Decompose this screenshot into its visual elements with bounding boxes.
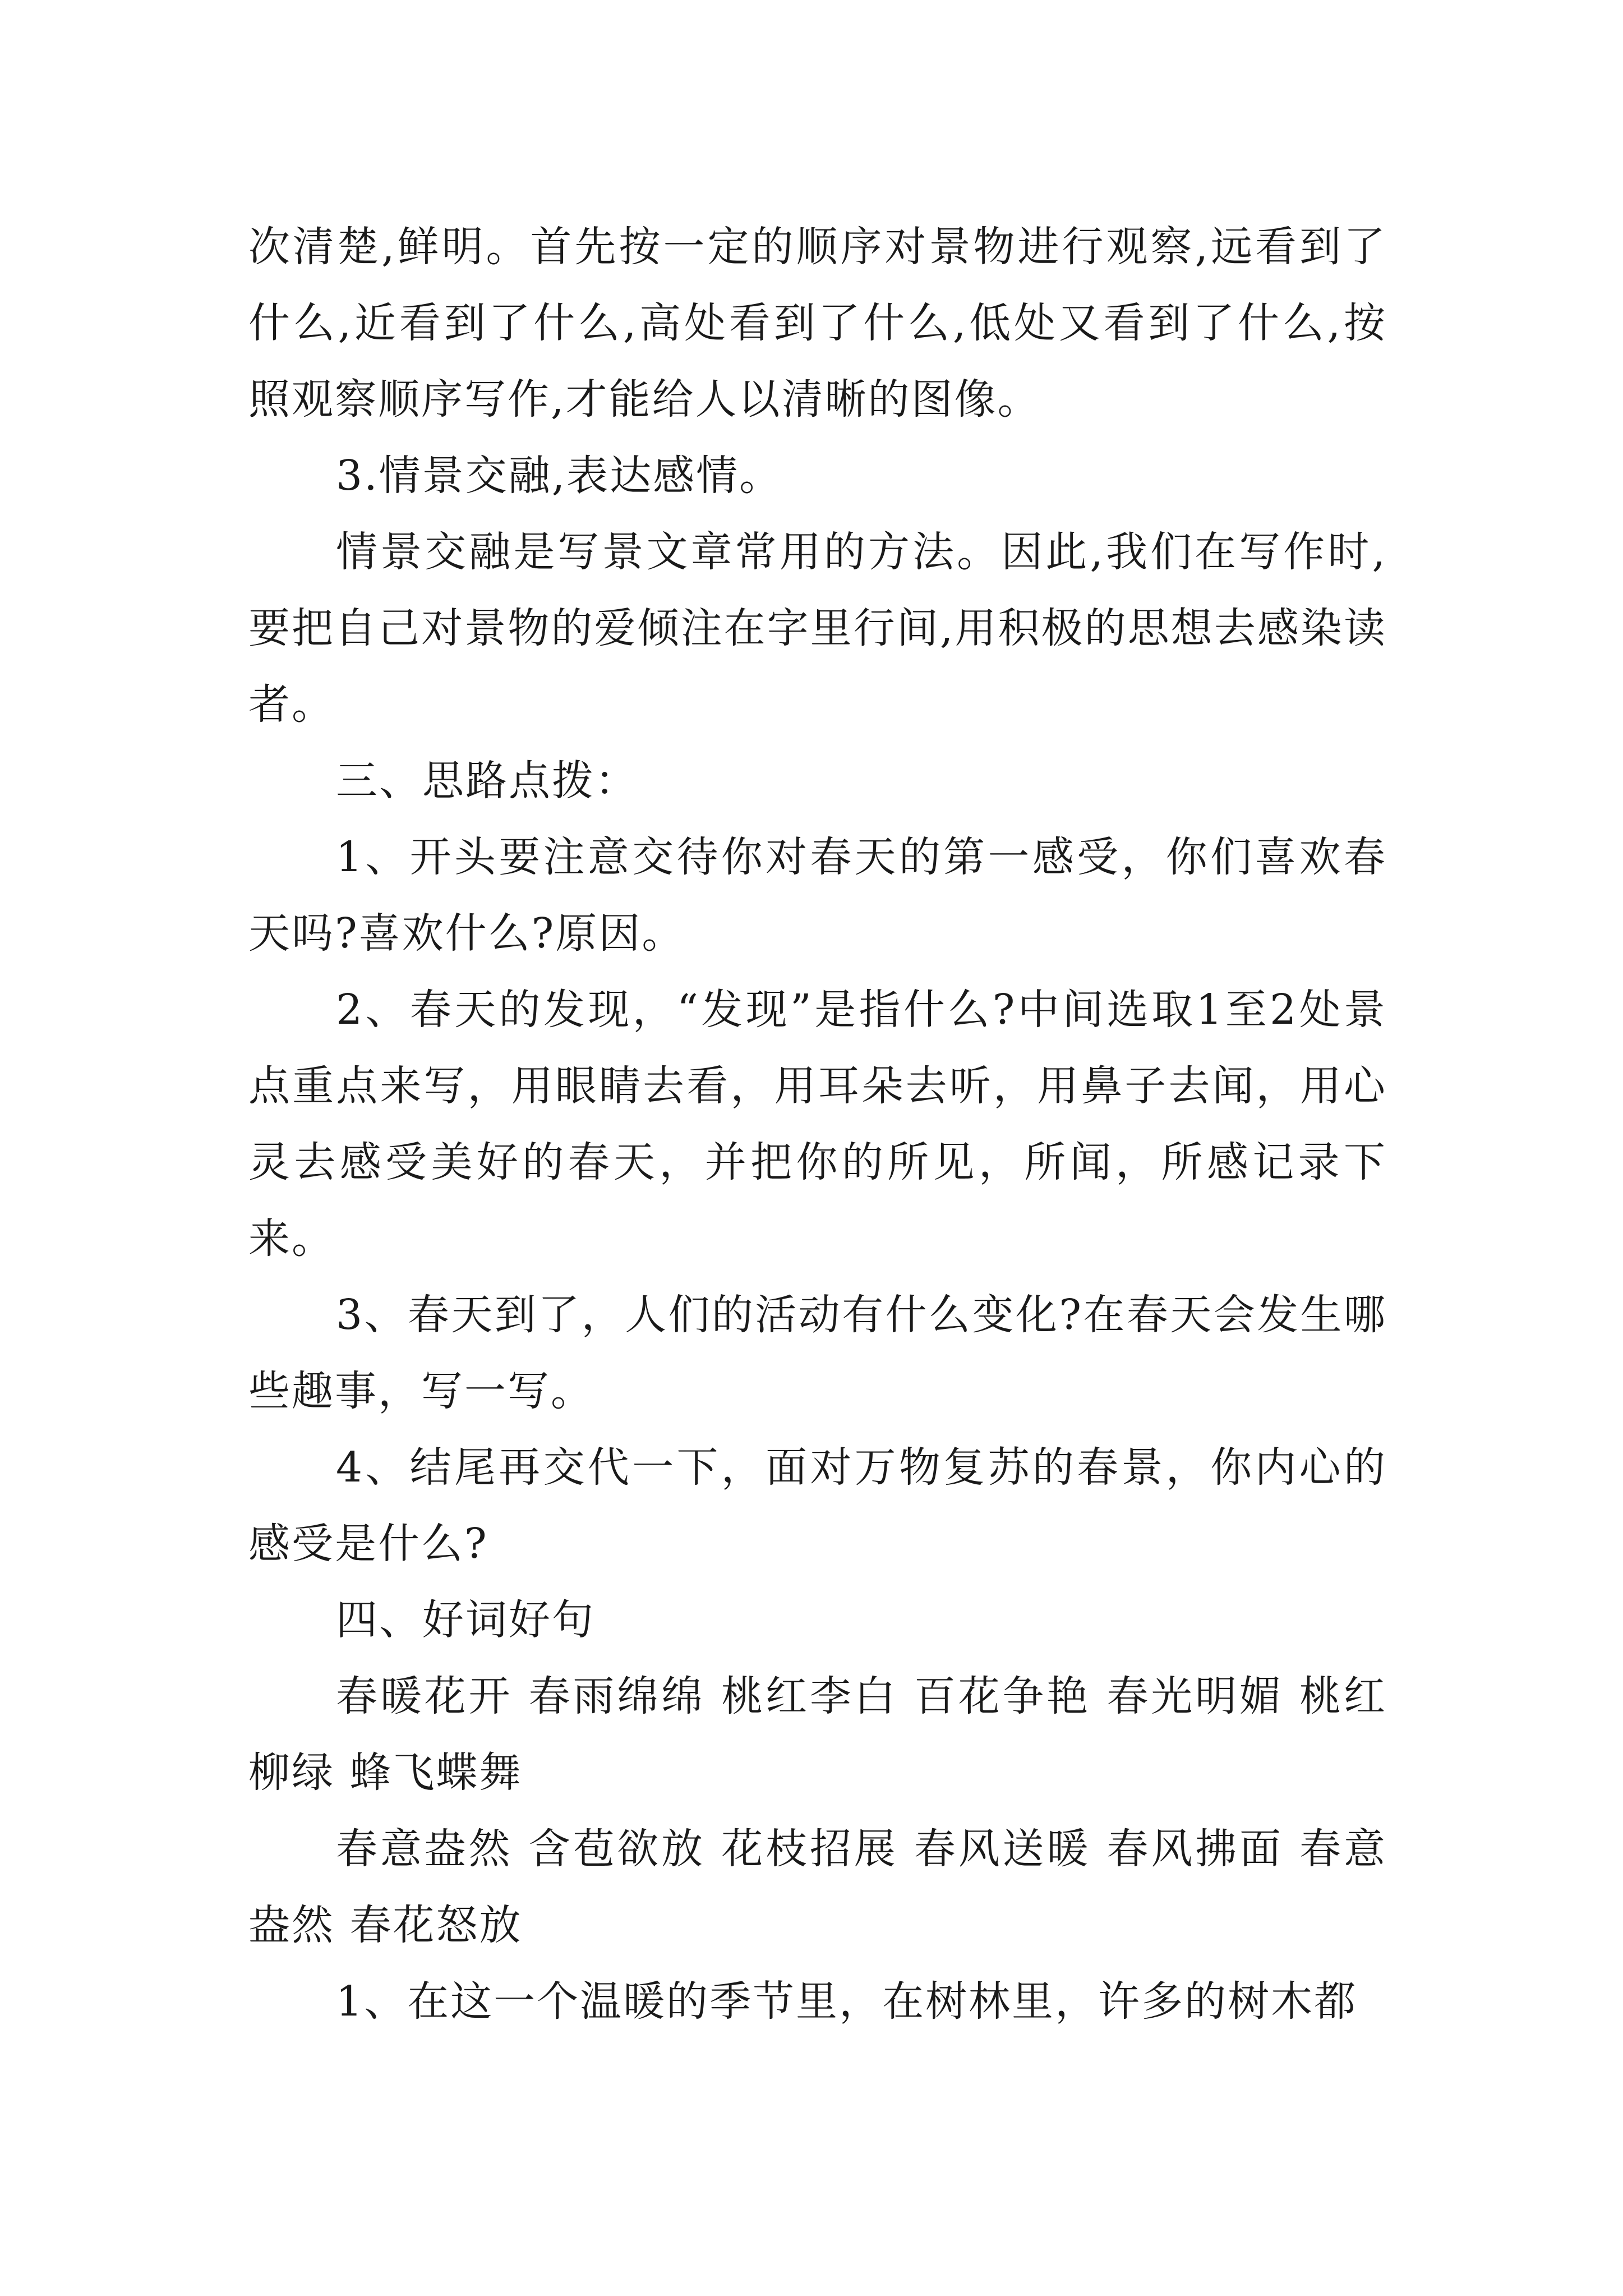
paragraph-idea-3: 3、春天到了，人们的活动有什么变化?在春天会发生哪些趣事，写一写。 xyxy=(248,1291,1387,1415)
paragraph-idea-4: 4、结尾再交代一下，面对万物复苏的春景，你内心的感受是什么? xyxy=(248,1443,1387,1568)
phrases-line-1: 春暖花开 春雨绵绵 桃红李白 百花争艳 春光明媚 桃红柳绿 蜂飞蝶舞 xyxy=(248,1672,1387,1797)
section-heading-ideas: 三、思路点拨： xyxy=(336,757,638,805)
sentence-example-1: 1、在这一个温暖的季节里，在树林里，许多的树木都 xyxy=(336,1977,1358,2026)
paragraph-idea-1: 1、开头要注意交待你对春天的第一感受，你们喜欢春天吗?喜欢什么?原因。 xyxy=(248,833,1387,958)
section-heading-phrases: 四、好词好句 xyxy=(336,1596,595,1644)
document-body xyxy=(248,209,1387,2040)
phrases-line-2: 春意盎然 含苞欲放 花枝招展 春风送暖 春风拂面 春意盎然 春花怒放 xyxy=(248,1825,1387,1949)
paragraph-observation-order: 次清楚,鲜明。首先按一定的顺序对景物进行观察,远看到了什么,近看到了什么,高处看到了什么,低处又看到了什么,按照观察顺序写作,才能给人以清晰的图像。 xyxy=(248,223,1387,424)
paragraph-point-3-heading: 3.情景交融,表达感情。 xyxy=(336,452,783,500)
paragraph-blend-emotion: 情景交融是写景文章常用的方法。因此,我们在写作时,要把自己对景物的爱倾注在字里行间,用积极的思想去感染读者。 xyxy=(248,528,1387,729)
paragraph-idea-2: 2、春天的发现，“发现”是指什么?中间选取1至2处景点重点来写，用眼睛去看，用耳朵去听，用鼻子去闻，用心灵去感受美好的春天，并把你的所见，所闻，所感记录下来。 xyxy=(248,986,1387,1263)
